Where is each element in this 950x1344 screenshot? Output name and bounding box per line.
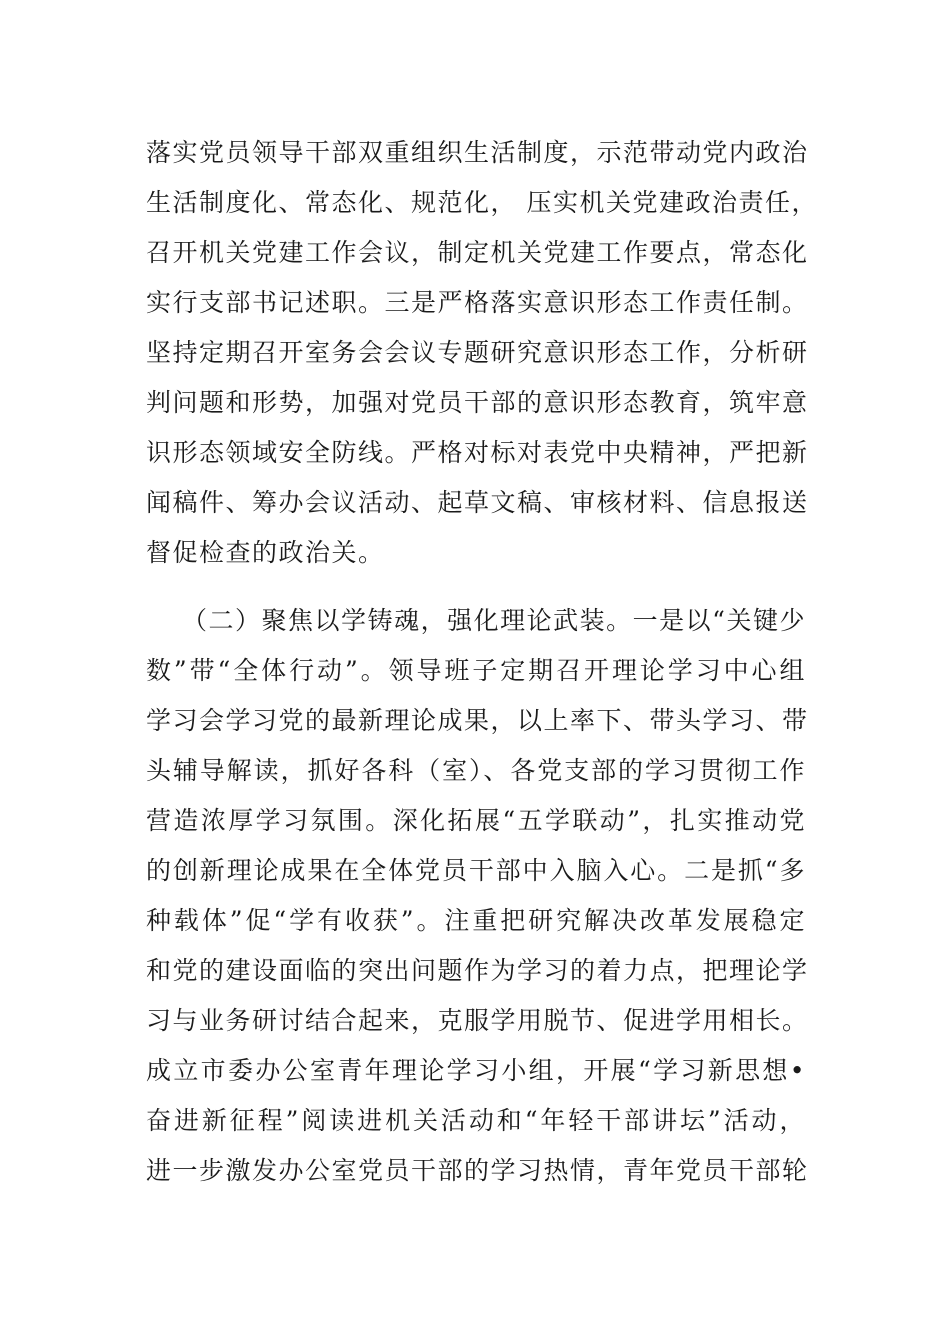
text-line: 闻稿件、筹办会议活动、起草文稿、审核材料、信息报送 [146,488,809,517]
text-line: 头辅导解读，抓好各科（室）、各党支部的学习贯彻工作 [146,756,806,785]
text-line: 督促检查的政治关。 [146,538,385,567]
text-line: 判问题和形势，加强对党员干部的意识形态教育，筑牢意 [146,388,809,417]
text-line: 的创新理论成果在全体党员干部中入脑入心。二是抓“多 [146,856,806,885]
text-line: 习与业务研讨结合起来，克服学用脱节、促进学用相长。 [146,1006,809,1035]
text-line: 营造浓厚学习氛围。深化拓展“五学联动”，扎实推动党 [146,806,806,835]
text-line: 和党的建设面临的突出问题作为学习的着力点，把理论学 [146,956,809,985]
text-line: 坚持定期召开室务会会议专题研究意识形态工作，分析研 [146,338,809,367]
text-line: 进一步激发办公室党员干部的学习热情，青年党员干部轮 [146,1156,809,1185]
text-line: 召开机关党建工作会议，制定机关党建工作要点，常态化 [146,238,809,267]
text-line: 学习会学习党的最新理论成果，以上率下、带头学习、带 [146,706,809,735]
text-line: 奋进新征程”阅读进机关活动和“年轻干部讲坛”活动， [146,1106,806,1135]
text-line: 生活制度化、常态化、规范化， 压实机关党建政治责任， [146,188,818,217]
text-line: 实行支部书记述职。三是严格落实意识形态工作责任制。 [146,288,809,317]
text-line: 落实党员领导干部双重组织生活制度，示范带动党内政治 [146,138,809,167]
paragraph-heading-line: （二）聚焦以学铸魂，强化理论武装。一是以“关键少 [182,606,806,635]
text-line: 种载体”促“学有收获”。注重把研究解决改革发展稳定 [146,906,806,935]
text-line: 数”带“全体行动”。领导班子定期召开理论学习中心组 [146,656,806,685]
text-line: 识形态领域安全防线。严格对标对表党中央精神，严把新 [146,438,809,467]
text-line: 成立市委办公室青年理论学习小组，开展“学习新思想• [146,1056,806,1085]
